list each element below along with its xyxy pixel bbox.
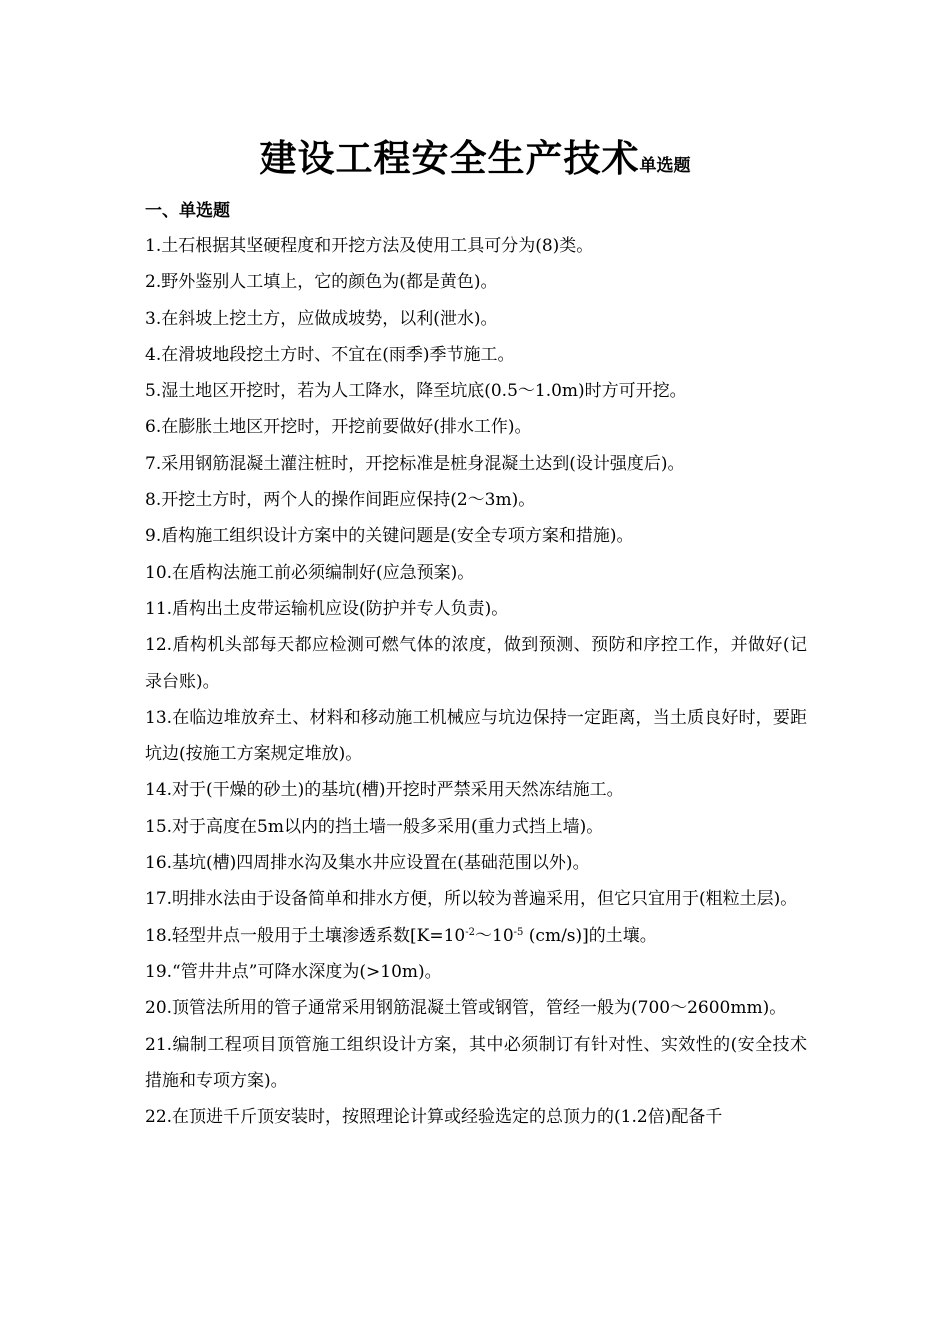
question-item: 15.对于高度在5m以内的挡土墙一般多采用(重力式挡上墙)。 [145, 816, 604, 837]
question-item: 6.在膨胀土地区开挖时，开挖前要做好(排水工作)。 [145, 417, 532, 438]
title-main: 建设工程安全生产技术 [259, 137, 640, 180]
question-text: ～10 [475, 925, 514, 946]
question-item: 19.“管井井点”可降水深度为(>10m)。 [145, 961, 442, 982]
superscript-exponent: -2 [465, 926, 475, 938]
question-item: 21.编制工程项目顶管施工组织设计方案，其中必须制订有针对性、实效性的(安全技术措施和专项方案)。 [145, 1034, 807, 1091]
question-item: 2.野外鉴别人工填上，它的颜色为(都是黄色)。 [145, 272, 498, 293]
question-item: 12.盾构机头部每天都应检测可燃气体的浓度，做到预测、预防和序控工作，并做好(记录台账)。 [145, 635, 807, 692]
question-text: (cm/s)]的土壤。 [523, 925, 657, 946]
question-item: 17.明排水法由于设备简单和排水方便，所以较为普遍采用，但它只宜用于(粗粒土层)。 [145, 889, 798, 910]
question-item: 7.采用钢筋混凝土灌注桩时，开挖标准是桩身混凝土达到(设计强度后)。 [145, 453, 685, 474]
question-item: 5.湿土地区开挖时，若为人工降水，降至坑底(0.5～1.0m)时方可开挖。 [145, 381, 687, 402]
question-text: 18.轻型井点一般用于土壤渗透系数[K=10 [145, 925, 466, 946]
question-list [145, 228, 807, 1135]
question-item: 3.在斜坡上挖土方，应做成坡势，以利(泄水)。 [145, 308, 498, 329]
question-item: 11.盾构出土皮带运输机应设(防护并专人负责)。 [145, 598, 509, 619]
question-item: 8.开挖土方时，两个人的操作间距应保持(2～3m)。 [145, 490, 536, 511]
title-suffix: 单选题 [639, 156, 691, 176]
question-item: 4.在滑坡地段挖土方时、不宜在(雨季)季节施工。 [145, 344, 515, 365]
question-item: 16.基坑(槽)四周排水沟及集水井应设置在(基础范围以外)。 [145, 853, 590, 874]
question-item: 22.在顶进千斤顶安装时，按照理论计算或经验选定的总顶力的(1.2倍)配备千 [145, 1107, 723, 1128]
question-item: 13.在临边堆放弃土、材料和移动施工机械应与坑边保持一定距离，当土质良好时，要距坑边(按施工方案规定堆放)。 [145, 707, 807, 765]
question-item: 20.顶管法所用的管子通常采用钢筋混凝土管或钢管，管经一般为(700～2600mm)。 [145, 998, 787, 1019]
question-item: 1.土石根据其坚硬程度和开挖方法及使用工具可分为(8)类。 [145, 236, 594, 256]
section-heading: 一、单选题 [145, 201, 230, 221]
question-item [145, 918, 807, 954]
superscript-exponent: -5 [513, 926, 524, 938]
question-item: 10.在盾构法施工前必须编制好(应急预案)。 [145, 562, 475, 583]
document-title [0, 128, 950, 182]
question-item: 9.盾构施工组织设计方案中的关键问题是(安全专项方案和措施)。 [145, 526, 634, 547]
question-item: 14.对于(干燥的砂土)的基坑(槽)开挖时严禁采用天然冻结施工。 [145, 780, 624, 801]
